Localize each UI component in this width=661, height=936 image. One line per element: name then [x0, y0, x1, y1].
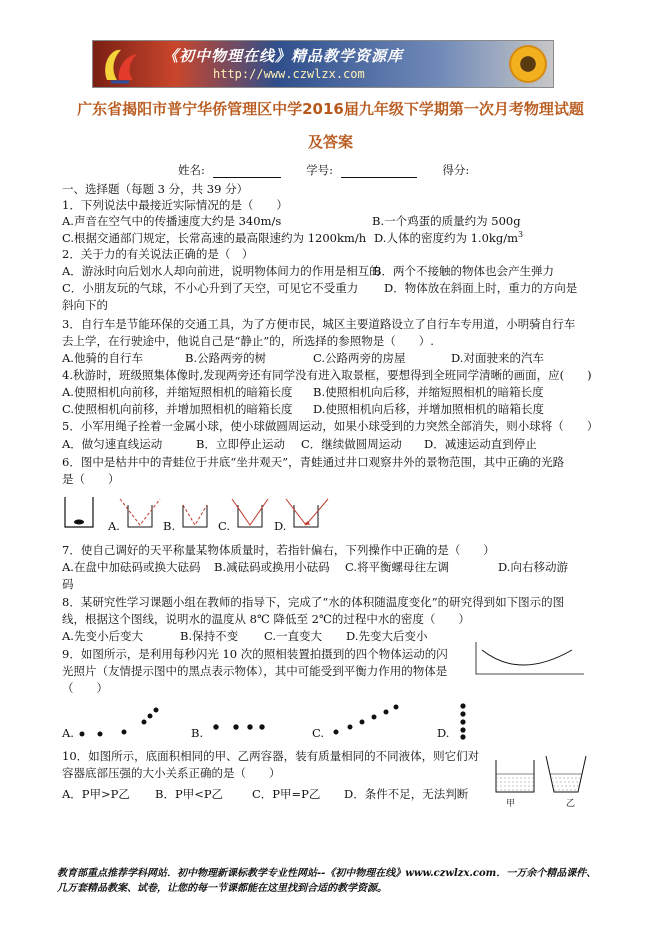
water-volume-graph: [468, 640, 588, 680]
question-8-stem: 8．某研究性学习课题小组在教师的指导下，完成了“水的体积随温度变化”的研究得到如下图示的图: [62, 595, 565, 609]
header-banner: [92, 40, 554, 88]
q5-option-d: D．减速运动直到停止: [424, 437, 537, 451]
q4-option-b: B.使照相机向后移，并缩短照相机的暗箱长度: [313, 385, 544, 399]
q6-option-c-diagram: [228, 497, 272, 531]
question-10-stem-cont: 容器底部压强的大小关系正确的是（ ）: [62, 766, 281, 780]
q6-option-b-diagram: [173, 497, 217, 531]
banner-url: http://www.czwlzx.com: [213, 67, 365, 81]
q8-option-c: C.一直变大: [264, 629, 323, 643]
q4-option-a: A.使照相机向前移，并缩短照相机的暗箱长度: [62, 385, 293, 399]
question-2-stem: 2．关于力的有关说法正确的是（ ）: [62, 247, 254, 261]
page-title-line2: 及答案: [307, 133, 353, 151]
q1-option-a: A.声音在空气中的传播速度大约是 340m/s: [62, 214, 282, 228]
q3-option-b: B.公路两旁的树: [185, 351, 267, 365]
container-jia-label: 甲: [506, 799, 516, 809]
page-footer: [57, 866, 617, 896]
question-3-stem: 3．自行车是节能环保的交通工具，为了方便市民，城区主要道路设立了自行车专用道，小明骑自行车: [62, 317, 576, 331]
q8-option-a: A.先变小后变大: [62, 629, 143, 643]
q5-option-c: C．继续做圆周运动: [301, 437, 402, 451]
footer-line-1: 教育部重点推荐学科网站．初中物理新课标教学专业性网站--《初中物理在线》www.czwlzx.com．一万余个精品课件、: [57, 868, 597, 879]
q6-option-a: A.: [108, 519, 120, 533]
well-frog-figure: [62, 495, 96, 531]
question-9-stem-cont: 光照片（友情提示图中的黑点表示物体），其中可能受到平衡力作用的物体是: [62, 664, 448, 678]
q2-option-a: A．游泳时向后划水人却向前进，说明物体间力的作用是相互的: [62, 264, 381, 278]
student-info-row: [178, 162, 469, 178]
q9-option-b: B.: [191, 726, 204, 740]
q9-option-c-dots: [330, 702, 400, 738]
q6-option-d: D.: [274, 519, 287, 533]
q10-option-a: A．P甲>P乙: [62, 787, 130, 801]
q5-option-b: B．立即停止运动: [196, 437, 285, 451]
question-7-stem: 7．使自己调好的天平称量某物体质量时，若指针偏右，下列操作中正确的是（ ）: [62, 543, 495, 557]
q8-option-d: D.先变大后变小: [346, 629, 428, 643]
q9-option-d-dots: [455, 702, 471, 740]
q2-option-b: B．两个不接触的物体也会产生弹力: [373, 264, 554, 278]
site-logo-icon: [99, 44, 143, 84]
page-title: 广东省揭阳市普宁华侨管理区中学2016届九年级下学期第一次月考物理试题: [77, 100, 584, 118]
question-1-stem: 1．下列说法中最接近实际情况的是（ ）: [62, 198, 288, 212]
q8-option-b: B.保持不变: [180, 629, 239, 643]
q2-option-c: C．小朋友玩的气球，不小心升到了天空，可见它不受重力: [62, 281, 359, 295]
question-9-stem: 9．如图所示，是利用每秒闪光 10 次的照相装置拍摄到的四个物体运动的闪: [62, 647, 448, 661]
q2-option-d-cont: 斜向下的: [62, 298, 108, 312]
question-10-stem: 10．如图所示，底面积相同的甲、乙两容器，装有质量相同的不同液体，则它们对: [62, 749, 480, 763]
q4-option-c: C.使照相机向前移，并增加照相机的暗箱长度: [62, 402, 293, 416]
footer-line-2: 几万套精品教案、试卷，让您的每一节课都能在这里找到合适的教学资源。: [57, 883, 387, 894]
section-heading: 一、选择题（每题 3 分，共 39 分）: [62, 182, 249, 196]
question-9-stem-cont2: （ ）: [62, 681, 108, 695]
q9-option-a: A.: [62, 726, 74, 740]
q3-option-c: C.公路两旁的房屋: [313, 351, 406, 365]
q7-option-d: D.向右移动游: [498, 560, 568, 574]
q6-option-d-diagram: [284, 497, 332, 531]
q5-option-a: A．做匀速直线运动: [62, 437, 163, 451]
question-6-stem: 6．图中是枯井中的青蛙位于井底“坐井观天”，青蛙通过井口观察井外的景物范围，其中正确的光路: [62, 455, 565, 469]
q7-option-c: C.将平衡螺母往左调: [345, 560, 450, 574]
q7-option-a: A.在盘中加砝码或换大砝码: [62, 560, 201, 574]
question-5-stem: 5．小军用绳子拴着一金属小球，使小球做圆周运动，如果小球受到的力突然全部消失，则小球将（ ）: [62, 419, 599, 433]
question-4-stem: 4.秋游时，班级照集体像时,发现两旁还有同学没有进入取景框，要想得到全班同学清晰的画面，应( ): [62, 368, 592, 382]
question-3-stem-cont: 去上学，在行驶途中，他说自己是“静止”的，所选择的参照物是（ ）.: [62, 334, 434, 348]
q1-option-c: C.根据交通部门规定，长常高速的最高限速约为 1200km/h: [62, 231, 367, 245]
score-label: 得分:: [442, 163, 470, 177]
q6-option-c: C.: [218, 519, 231, 533]
banner-title: 《初中物理在线》精品教学资源库: [163, 47, 404, 65]
q6-option-a-diagram: [118, 497, 162, 531]
student-id-label: 学号:: [306, 163, 334, 177]
question-6-stem-cont: 是（ ）: [62, 472, 120, 486]
q7-option-b: B.减砝码或换用小砝码: [214, 560, 330, 574]
name-label: 姓名:: [178, 163, 205, 177]
q10-option-b: B．P甲<P乙: [155, 787, 224, 801]
q9-option-b-dots: [210, 720, 270, 734]
question-8-stem-cont: 线，根据这个图线，说明水的温度从 8℃ 降低至 2℃的过程中水的密度（ ）: [62, 612, 470, 626]
q10-option-d: D．条件不足，无法判断: [344, 787, 469, 801]
container-yi-label: 乙: [566, 799, 576, 809]
name-blank[interactable]: [213, 163, 281, 178]
q3-option-a: A.他骑的自行车: [62, 351, 143, 365]
q9-option-c: C.: [312, 726, 325, 740]
q4-option-d: D.使照相机向后移，并增加照相机的暗箱长度: [313, 402, 544, 416]
q6-option-b: B.: [163, 519, 176, 533]
two-containers-figure: [490, 752, 590, 798]
q9-option-d: D.: [437, 726, 450, 740]
q1-option-b: B.一个鸡蛋的质量约为 500g: [372, 214, 521, 228]
q9-option-a-dots: [78, 706, 168, 740]
q10-option-c: C．P甲=P乙: [252, 787, 321, 801]
q7-option-d-cont: 码: [62, 577, 74, 591]
q3-option-d: D.对面驶来的汽车: [451, 351, 544, 365]
sunflower-image: [509, 45, 547, 83]
q1-option-d: D.人体的密度约为 $1.0kg/m^3$: [374, 230, 524, 245]
q2-option-d: D．物体放在斜面上时，重力的方向是: [384, 281, 578, 295]
student-id-blank[interactable]: [341, 163, 417, 178]
